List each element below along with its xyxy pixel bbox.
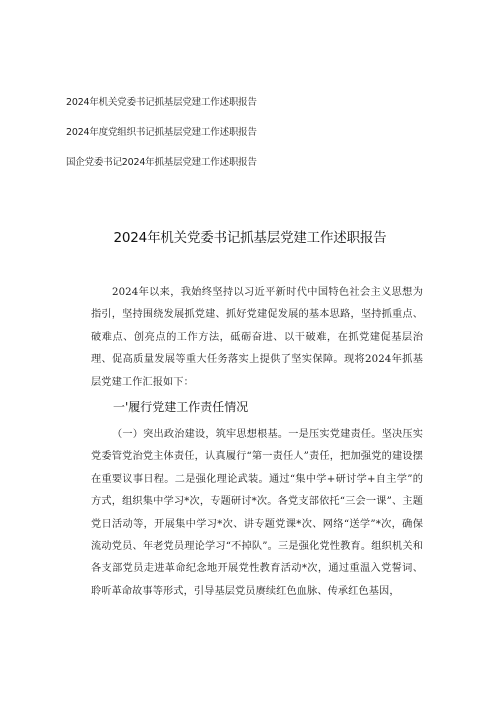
intro-paragraph: 2024年以来，我始终坚持以习近平新时代中国特色社会主义思想为指引，坚持围绕发展抓党建、抓好党建促发展的基本思路，坚持抓重点、破难点、创亮点的工作方法，砥砺奋进、以干破难，在抓党建促基层治理、促高质量发展等重大任务落实上提供了坚实保障。现将2024年抓基层党建工作汇报如下：: [91, 287, 423, 388]
document-title: 2024年机关党委书记抓基层党建工作述职报告: [113, 230, 387, 246]
body-paragraph: （一）突出政治建设，筑牢思想根基。一是压实党建责任。坚决压实党委管党治党主体责任，认真履行“第一责任人”责任，把加强党的建设摆在重要议事日程。二是强化理论武装。通过“集中学+研讨学+自主学”的方式，组织集中学习*次，专题研讨*次。各党支部依托“三会一课”、主题党日活动等，开展集中学习*次、讲专题党课*次、网络“送学”*次，确保流动党员、年老党员理论学习“不掉队”。三是强化党性教育。组织机关和各支部党员走进革命纪念地开展党性教育活动*次，通过重温入党誓词、聆听革命故事等形式，引导基层党员赓续红色血脉、传承红色基因，: [91, 429, 423, 597]
toc-item-3[interactable]: 国企党委书记2024年抓基层党建工作述职报告: [66, 157, 257, 168]
toc-item-1[interactable]: 2024年机关党委书记抓基层党建工作述职报告: [66, 97, 257, 108]
toc-item-2[interactable]: 2024年度党组织书记抓基层党建工作述职报告: [66, 127, 257, 138]
section-heading: 一'履行党建工作责任情况: [113, 400, 249, 414]
table-of-contents: [66, 97, 446, 187]
